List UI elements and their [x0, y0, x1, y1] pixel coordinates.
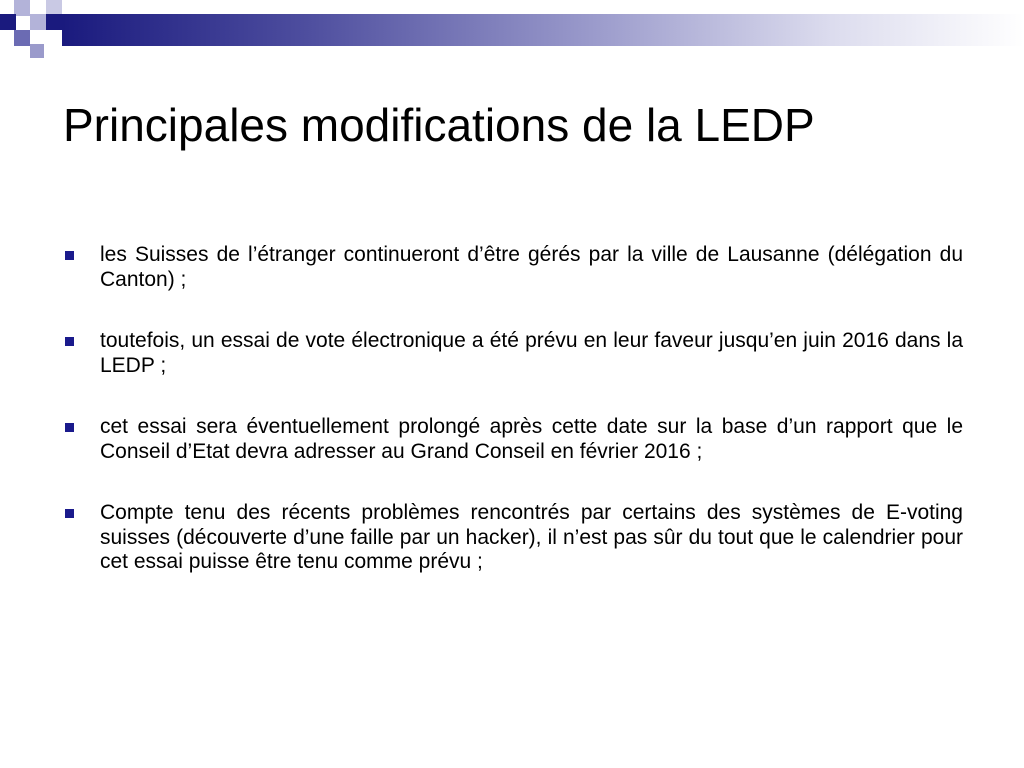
- bullet-item: [62, 329, 963, 378]
- bullet-item: [62, 415, 963, 464]
- header-decoration: [0, 0, 1024, 70]
- bullet-text: cet essai sera éventuellement prolongé après cette date sur la base d’un rapport que le Conseil d’Etat devra adresser au Grand Conseil en février 2016 ;: [100, 415, 963, 463]
- bullet-text: Compte tenu des récents problèmes rencontrés par certains des systèmes de E-voting suisses (découverte d’une faille par un hacker), il n’est pas sûr du tout que le calendrier pour cet essai puisse être tenu comme prévu ;: [100, 501, 963, 573]
- square-bullet-icon: [65, 509, 74, 518]
- deco-square: [30, 14, 46, 30]
- deco-square: [14, 30, 30, 46]
- gradient-band: [62, 14, 1024, 46]
- deco-square: [0, 14, 16, 30]
- bullet-text: les Suisses de l’étranger continueront d’être gérés par la ville de Lausanne (délégation du Canton) ;: [100, 243, 963, 291]
- bullet-item: [62, 501, 963, 575]
- square-bullet-icon: [65, 251, 74, 260]
- deco-square: [14, 0, 30, 16]
- bullet-text: toutefois, un essai de vote électronique a été prévu en leur faveur jusqu’en juin 2016 dans la LEDP ;: [100, 329, 963, 377]
- square-bullet-icon: [65, 423, 74, 432]
- deco-square: [46, 14, 62, 30]
- bullet-item: [62, 243, 963, 292]
- slide-title: Principales modifications de la LEDP: [63, 99, 815, 151]
- bullet-list: [62, 243, 963, 612]
- deco-square: [30, 44, 44, 58]
- square-bullet-icon: [65, 337, 74, 346]
